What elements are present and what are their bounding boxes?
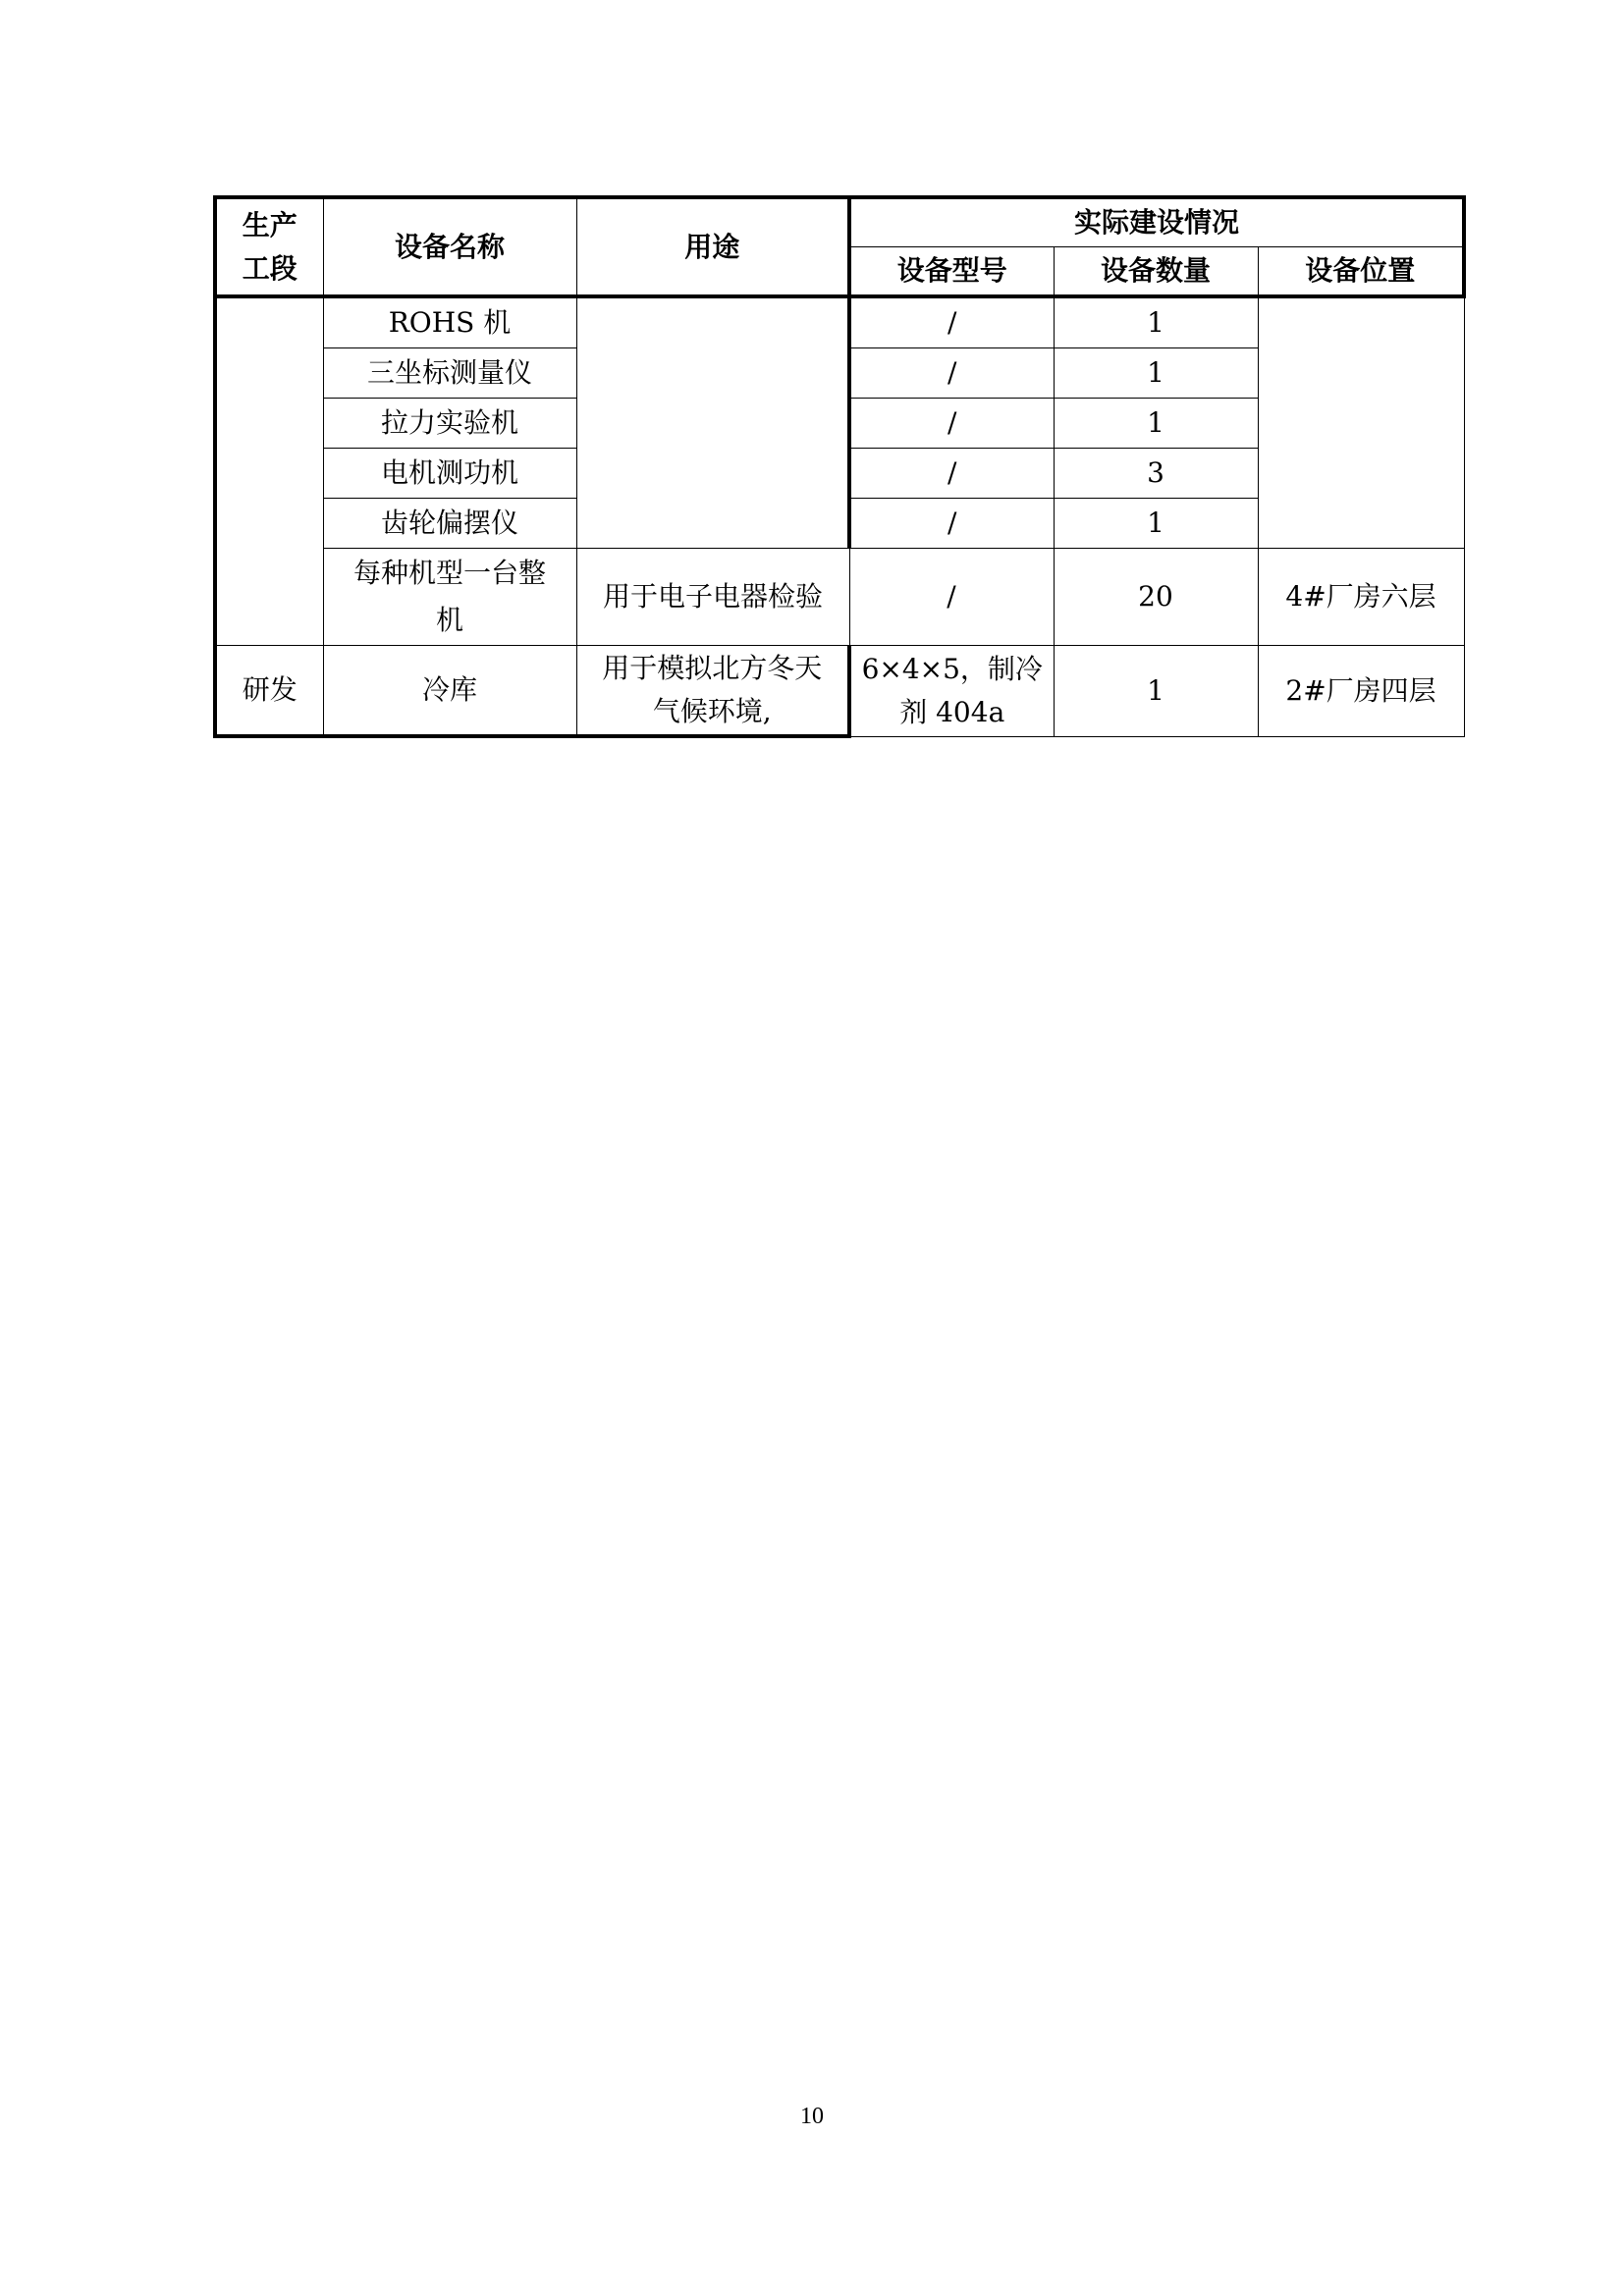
stage-cell-production xyxy=(215,296,323,646)
model-cell: / xyxy=(849,348,1054,399)
equipment-table-container xyxy=(213,195,1462,738)
page-number: 10 xyxy=(800,2104,824,2129)
quantity-cell: 1 xyxy=(1054,348,1258,399)
purpose-cell: 用于模拟北方冬天 气候环境, xyxy=(576,646,849,737)
model-cell: / xyxy=(849,499,1054,549)
equipment-table xyxy=(213,195,1466,738)
purpose-cell-merged xyxy=(576,296,849,549)
model-cell: 6×4×5，制冷 剂 404a xyxy=(849,646,1054,737)
equipment-name-cell: 拉力实验机 xyxy=(323,399,576,449)
table-row xyxy=(215,296,1464,348)
table-row xyxy=(215,549,1464,646)
equipment-name-cell: 电机测功机 xyxy=(323,449,576,499)
quantity-cell: 20 xyxy=(1054,549,1258,646)
header-model: 设备型号 xyxy=(849,247,1054,297)
header-stage: 生产 工段 xyxy=(215,197,323,296)
quantity-cell: 1 xyxy=(1054,296,1258,348)
table-row xyxy=(215,646,1464,737)
quantity-cell: 1 xyxy=(1054,399,1258,449)
quantity-cell: 3 xyxy=(1054,449,1258,499)
purpose-cell: 用于电子电器检验 xyxy=(576,549,849,646)
equipment-name-cell: 每种机型一台整 机 xyxy=(323,549,576,646)
header-purpose: 用途 xyxy=(576,197,849,296)
model-cell: / xyxy=(849,399,1054,449)
equipment-name-cell: 冷库 xyxy=(323,646,576,737)
model-cell: / xyxy=(849,296,1054,348)
stage-cell: 研发 xyxy=(215,646,323,737)
header-quantity: 设备数量 xyxy=(1054,247,1258,297)
equipment-name-cell: ROHS 机 xyxy=(323,296,576,348)
model-cell: / xyxy=(849,549,1054,646)
location-cell: 4#厂房六层 xyxy=(1258,549,1464,646)
quantity-cell: 1 xyxy=(1054,646,1258,737)
location-cell: 2#厂房四层 xyxy=(1258,646,1464,737)
equipment-name-cell: 三坐标测量仪 xyxy=(323,348,576,399)
quantity-cell: 1 xyxy=(1054,499,1258,549)
equipment-name-cell: 齿轮偏摆仪 xyxy=(323,499,576,549)
location-cell-merged xyxy=(1258,296,1464,549)
model-cell: / xyxy=(849,449,1054,499)
header-location: 设备位置 xyxy=(1258,247,1464,297)
header-equipment-name: 设备名称 xyxy=(323,197,576,296)
header-actual-construction: 实际建设情况 xyxy=(849,197,1464,247)
